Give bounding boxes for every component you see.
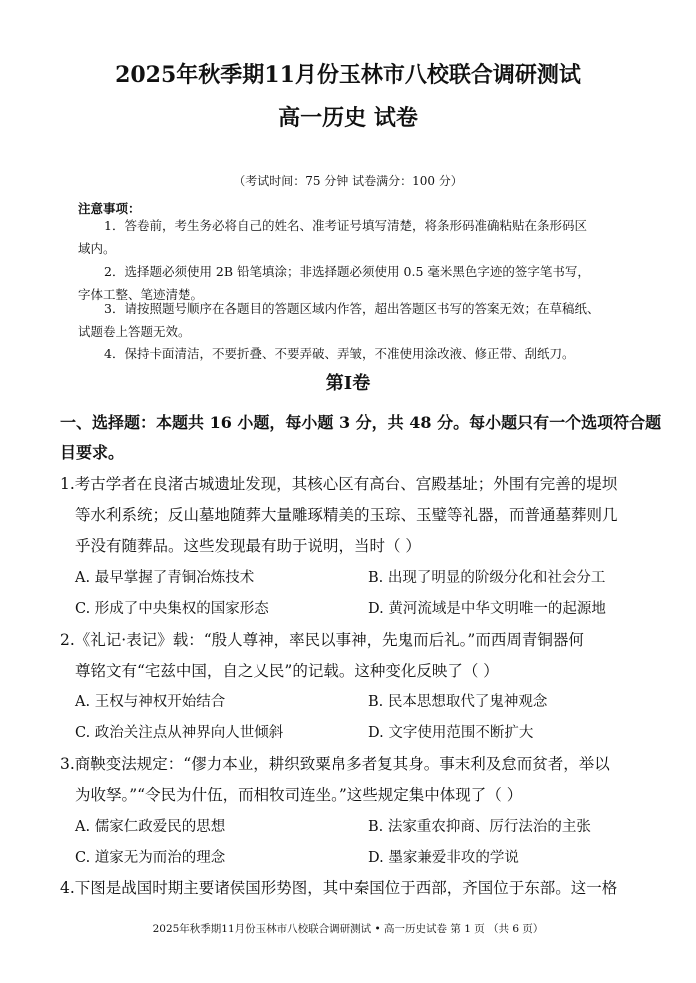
notice-line: 域内。 <box>78 241 116 256</box>
question-2-stem: 2.《礼记·表记》载：“殷人尊神，率民以事神，先鬼而后礼。”而西周青铜器何 <box>60 631 584 649</box>
notice-line: 4．保持卡面清洁，不要折叠、不要弄破、弄皱，不准使用涂改液、修正带、刮纸刀。 <box>104 346 575 361</box>
question-1-option-b: B. 出现了明显的阶级分化和社会分工 <box>368 570 606 586</box>
question-1-option-a: A. 最早掌握了青铜冶炼技术 <box>75 570 255 586</box>
part-title: 一、选择题：本题共 16 小题，每小题 3 分，共 48 分。每小题只有一个选项符合题 <box>60 413 662 432</box>
question-3-option-d: D. 墨家兼爱非攻的学说 <box>368 850 519 866</box>
notice-line: 试题卷上答题无效。 <box>78 324 191 339</box>
question-2-option-b: B. 民本思想取代了鬼神观念 <box>368 694 548 710</box>
question-2-option-a: A. 王权与神权开始结合 <box>75 694 226 710</box>
notice-heading: 注意事项： <box>78 201 141 216</box>
question-2-option-c: C. 政治关注点从神界向人世倾斜 <box>75 725 284 741</box>
part-title: 目要求。 <box>60 443 125 462</box>
exam-subtitle: 高一历史 试卷 <box>278 105 418 131</box>
question-1-stem: 等水利系统；反山墓地随葬大量雕琢精美的玉琮、玉璧等礼器，而普通墓葬则几 <box>75 506 618 524</box>
question-1-stem: 乎没有随葬品。这些发现最有助于说明，当时（ ） <box>75 537 421 555</box>
question-1-option-c: C. 形成了中央集权的国家形态 <box>75 601 269 617</box>
section-title: 第Ⅰ卷 <box>325 373 371 394</box>
question-4-stem: 4.下图是战国时期主要诸侯国形势图，其中秦国位于西部，齐国位于东部。这一格 <box>60 879 618 897</box>
notice-line: 2．选择题必须使用 2B 铅笔填涂；非选择题必须使用 0.5 毫米黑色字迹的签字笔书写， <box>104 264 590 279</box>
question-1-option-d: D. 黄河流域是中华文明唯一的起源地 <box>368 601 606 617</box>
question-3-stem: 3.商鞅变法规定：“僇力本业，耕织致粟帛多者复其身。事末利及怠而贫者，举以 <box>60 755 610 773</box>
question-2-option-d: D. 文字使用范围不断扩大 <box>368 725 534 741</box>
page-footer: 2025年秋季期11月份玉林市八校联合调研测试 • 高一历史试卷 第 1 页 （共 6 页） <box>152 923 544 935</box>
question-3-option-c: C. 道家无为而治的理念 <box>75 850 226 866</box>
question-3-option-a: A. 儒家仁政爱民的思想 <box>75 819 226 835</box>
question-3-option-b: B. 法家重农抑商、厉行法治的主张 <box>368 819 591 835</box>
exam-title: 2025年秋季期11月份玉林市八校联合调研测试 <box>115 62 581 88</box>
notice-line: 3．请按照题号顺序在各题目的答题区域内作答，超出答题区书写的答案无效；在草稿纸、 <box>104 301 600 316</box>
question-1-stem: 1.考古学者在良渚古城遗址发现，其核心区有高台、宫殿基址；外围有完善的堤坝 <box>60 475 618 493</box>
notice-line: 1．答卷前，考生务必将自己的姓名、准考证号填写清楚，将条形码准确粘贴在条形码区 <box>104 218 587 233</box>
question-2-stem: 尊铭文有“宅兹中国，自之乂民”的记载。这种变化反映了（ ） <box>75 662 499 680</box>
exam-time-and-score: （考试时间：75 分钟 试卷满分：100 分） <box>233 174 463 188</box>
notice-line: 字体工整、笔迹清楚。 <box>78 287 204 302</box>
question-3-stem: 为收孥。”“令民为什伍，而相牧司连坐。”这些规定集中体现了（ ） <box>75 786 523 804</box>
